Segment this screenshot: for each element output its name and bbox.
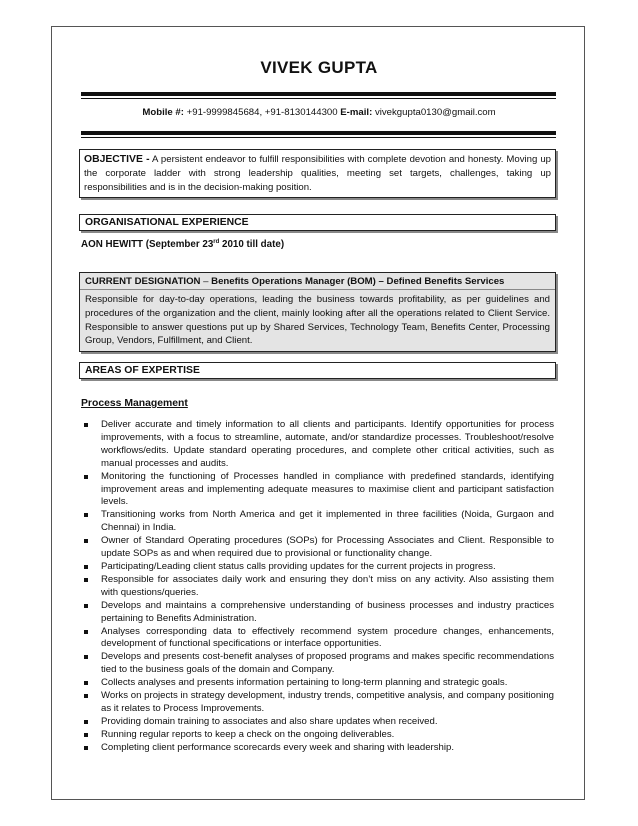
- list-item: [82, 716, 554, 729]
- bullet-text: Monitoring the functioning of Processes handled in compliance with predefined standards, identifying improvement areas and implementing adequate measures to maximise client and participant satisfaction levels.: [101, 470, 554, 508]
- header-rule-bottom-thin: [81, 137, 556, 138]
- list-item: [82, 419, 554, 471]
- bullet-text: Analyses corresponding data to effectively recommend system procedure changes, enhancements, development of functional specifications or interface opportunities.: [101, 625, 554, 650]
- list-item: [82, 677, 554, 690]
- list-item: [82, 535, 554, 561]
- list-item: [82, 651, 554, 677]
- square-bullet-icon: [84, 604, 88, 608]
- section-heading-expertise: [79, 362, 556, 379]
- mobile-value: +91-9999845684, +91-8130144300: [186, 107, 338, 118]
- experience-heading: ORGANISATIONAL EXPERIENCE: [85, 217, 249, 228]
- header-rule-top-thick: [81, 92, 556, 96]
- header-rule-top-thin: [81, 98, 556, 99]
- employer-name: AON HEWITT (September 23: [81, 239, 214, 250]
- list-item: [82, 561, 554, 574]
- bullet-text: Collects analyses and presents information pertaining to long-term planning and strategic goals.: [101, 677, 508, 689]
- candidate-name: VIVEK GUPTA: [260, 58, 378, 77]
- designation-separator: –: [200, 276, 212, 287]
- bullet-text: Running regular reports to keep a check on the ongoing deliverables.: [101, 728, 395, 740]
- square-bullet-icon: [84, 565, 88, 569]
- email-value: vivekgupta0130@gmail.com: [374, 107, 496, 118]
- list-item: [82, 574, 554, 600]
- employer-date-suffix: rd: [213, 239, 220, 245]
- square-bullet-icon: [84, 539, 88, 543]
- bullet-text: Participating/Leading client status calls providing updates for the current projects in progress.: [101, 560, 496, 572]
- square-bullet-icon: [84, 694, 88, 698]
- process-management-heading: Process Management: [81, 398, 188, 409]
- square-bullet-icon: [84, 655, 88, 659]
- designation-header: [80, 273, 555, 290]
- employer-line: [81, 239, 284, 250]
- email-label: E-mail:: [340, 107, 373, 118]
- bullet-text: Providing domain training to associates and also share updates when received.: [101, 715, 438, 727]
- square-bullet-icon: [84, 630, 88, 634]
- list-item: [82, 509, 554, 535]
- list-item: [82, 729, 554, 742]
- employer-tenure: 2010 till date): [219, 239, 285, 250]
- square-bullet-icon: [84, 733, 88, 737]
- bullet-text: Develops and presents cost-benefit analyses of proposed programs and makes specific recommendations tied to the business goals of the domain and Company.: [101, 651, 554, 676]
- list-item: [82, 626, 554, 652]
- designation-box: [79, 272, 556, 352]
- designation-description: Responsible for day-to-day operations, leading the business towards profitability, as per guidelines and procedures of the organization and the client, mainly looking after all the operations related to Client Service. Responsible to answer questions put up by Shared Services, Technology Team, Benefits Center, Processing Group, Vendors, Fulfillment, and Client.: [85, 294, 550, 347]
- bullet-text: Develops and maintains a comprehensive understanding of business processes and industry practices pertaining to Benefits Administration.: [101, 599, 554, 624]
- square-bullet-icon: [84, 423, 88, 427]
- objective-paragraph: [84, 153, 551, 194]
- bullet-text: Responsible for associates daily work and ensuring they don’t miss on any activity. Also assisting them with questions/queries.: [101, 573, 554, 598]
- square-bullet-icon: [84, 720, 88, 724]
- list-item: [82, 742, 554, 755]
- bullet-text: Transitioning works from North America and get it implemented in three facilities (Noida, Gurgaon and Chennai) in India.: [101, 509, 554, 534]
- bullet-text: Completing client performance scorecards every week and sharing with leadership.: [101, 741, 455, 753]
- designation-label: CURRENT DESIGNATION: [85, 276, 201, 287]
- square-bullet-icon: [84, 513, 88, 517]
- bullet-text: Deliver accurate and timely information to all clients and participants. Identify opportunities for process improvements, with a focus to streamline, automate, and/or standardize processes. Troubleshoot/resolve workflows/edits. Update standard operating procedures, and complete other critical activities, such as manual processes and audits.: [101, 419, 554, 469]
- contact-line: [0, 107, 638, 118]
- section-heading-experience: [79, 214, 556, 231]
- bullet-text: Works on projects in strategy development, industry trends, competitive analysis, and company positioning as it relates to Process Improvements.: [101, 690, 554, 714]
- expertise-bullet-list: [82, 419, 554, 755]
- designation-value: Benefits Operations Manager (BOM) – Defined Benefits Services: [211, 276, 505, 287]
- objective-text: A persistent endeavor to fulfill responsibilities with complete devotion and honesty. Moving up the corporate ladder with strong leadership qualities, meeting set targets, challenges, taking up responsibilities and is in the decision-making position.: [84, 154, 551, 193]
- list-item: [82, 600, 554, 626]
- bullet-text: Owner of Standard Operating procedures (SOPs) for Processing Associates and Client. Responsible to update SOPs as and when required due to provisional or functionality change.: [101, 535, 554, 560]
- square-bullet-icon: [84, 681, 88, 685]
- expertise-heading: AREAS OF EXPERTISE: [85, 365, 200, 376]
- square-bullet-icon: [84, 746, 88, 750]
- list-item: [82, 471, 554, 510]
- mobile-label: Mobile #:: [142, 107, 184, 118]
- header-rule-bottom-thick: [81, 131, 556, 135]
- list-item: [82, 690, 554, 716]
- square-bullet-icon: [84, 578, 88, 582]
- objective-box: [79, 149, 556, 198]
- objective-label: OBJECTIVE -: [84, 154, 150, 165]
- square-bullet-icon: [84, 475, 88, 479]
